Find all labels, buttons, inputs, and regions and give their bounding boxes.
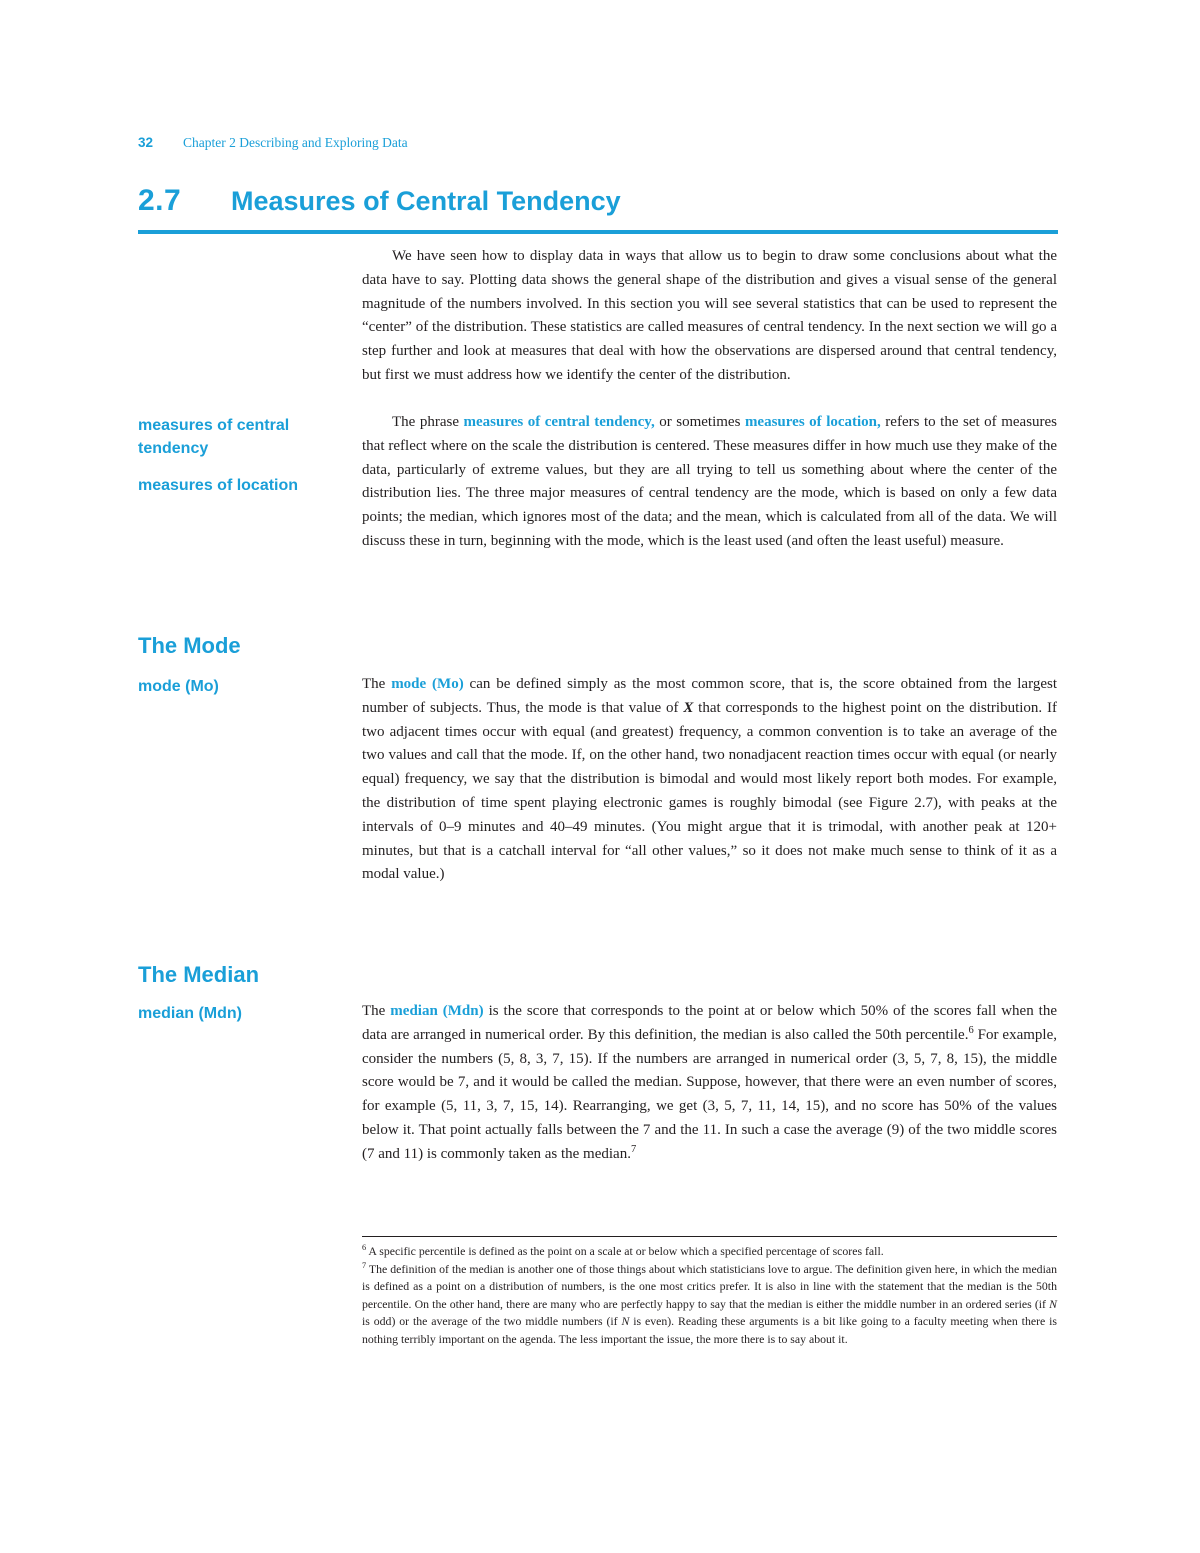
median-text: [362, 1000, 1057, 1167]
phrase-text: [362, 411, 1057, 554]
page-number: 32: [138, 135, 154, 150]
margin-term-location: measures of location: [138, 477, 299, 494]
median-lead: The: [362, 1003, 391, 1019]
heading-the-median: The Median: [138, 962, 260, 987]
median-paragraph: [362, 1000, 1057, 1167]
median-text-b: For example, consider the numbers (5, 8, 3, 7, 15). If the numbers are arranged in numerical order (3, 5, 7, 8, 15), the middle score would be 7, and it would be called the median. Suppose, however, that there were an even number of scores, for example (5, 11, 3, 7, 15, 14). Rearranging, we get (3, 5, 7, 11, 14, 15), and no score has 50% of the values below it. That point actually falls between the 7 and the 11. In such a case the average (9) of the two middle scores (7 and 11) is commonly taken as the median.: [362, 1026, 1057, 1162]
mode-paragraph: [362, 673, 1057, 887]
keyword-location: measures of location,: [744, 414, 881, 430]
mode-lead: The: [362, 676, 392, 692]
footnote-7-n2: N: [621, 1314, 630, 1328]
footnote-7-text-c: is even). Reading these arguments is a bit like going to a faculty meeting when there is nothing terribly important on the agenda. The less important the issue, the more there is to say about it.: [362, 1314, 1057, 1346]
variable-x: X: [683, 699, 694, 716]
footnote-7-n1: N: [1049, 1296, 1057, 1311]
margin-term-mode: mode (Mo): [138, 678, 219, 695]
margin-term-median: median (Mdn): [138, 1005, 242, 1022]
keyword-central-tendency: measures of central tendency,: [463, 414, 655, 430]
footnote-ref-7: 7: [630, 1143, 637, 1155]
keyword-mode: mode (Mo): [391, 676, 464, 692]
section-title: Measures of Central Tendency: [231, 186, 621, 216]
phrase-middle: or sometimes: [654, 414, 745, 430]
median-text-a: is the score that corresponds to the point at or below which 50% of the scores fall when the data are arranged in numerical order. By this definition, the median is also called the 50th percentile.: [362, 1003, 1057, 1043]
intro-text: We have seen how to display data in ways that allow us to begin to draw some conclusions about what the data have to say. Plotting data shows the general shape of the distribution and gives a visual sense of the general magnitude of the numbers involved. In this section you will see several statistics that can be used to represent the “center” of the distribution. These statistics are called measures of central tendency. In the next section we will go a step further and look at measures that deal with how the observations are dispersed around that central tendency, but first we must address how we identify the center of the distribution.: [362, 248, 1057, 383]
mode-text: [362, 673, 1057, 887]
footnote-6-text: A specific percentile is defined as the point on a scale at or below which a specified percentage of scores fall.: [366, 1244, 884, 1258]
footnote-7-marker: 7: [362, 1260, 367, 1270]
keyword-median: median (Mdn): [390, 1003, 484, 1019]
heading-the-mode: The Mode: [138, 633, 241, 658]
phrase-paragraph: [362, 411, 1057, 554]
section-number: 2.7: [138, 184, 182, 217]
chapter-title: Chapter 2 Describing and Exploring Data: [183, 135, 408, 150]
phrase-rest: refers to the set of measures that reflect where on the scale the distribution is centered. These measures differ in how much use they make of the data, particularly of extreme values, but they are all trying to tell us something about where the center of the distribution lies. The three major measures of central tendency are the mode, which is based on only a few data points; the median, which ignores most of the data; and the mean, which is calculated from all of the data. We will discuss these in turn, beginning with the mode, which is the least used (and often the least useful) measure.: [362, 414, 1058, 549]
footnotes: [362, 1243, 1057, 1348]
footnote-6-marker: 6: [362, 1243, 367, 1253]
mode-text-b: that corresponds to the highest point on the distribution. If two adjacent times occur with equal (and greatest) frequency, a common convention is to take an average of the two values and call that the mode. If, on the other hand, two nonadjacent reaction times occur with equal (or nearly equal) frequency, we say that the distribution is bimodal and would most likely report both modes. For example, the distribution of time spent playing electronic games is roughly bimodal (see Figure 2.7), with peaks at the intervals of 0–9 minutes and 40–49 minutes. (You might argue that it is trimodal, with another peak at 120+ minutes, but that is a catchall interval for “all other values,” so it does not make much sense to think of it as a modal value.): [362, 699, 1057, 883]
mode-text-a: can be defined simply as the most common score, that is, the score obtained from the largest number of subjects. Thus, the mode is that value of: [362, 676, 1057, 716]
section-heading: [138, 182, 1058, 234]
footnote-ref-6: 6: [968, 1024, 974, 1036]
running-head: [138, 135, 408, 151]
footnote-7: [362, 1261, 1057, 1349]
footnote-7-text-b: is odd) or the average of the two middle numbers (if: [362, 1314, 622, 1328]
phrase-lead: The phrase: [392, 414, 464, 430]
footnote-7-text-a: The definition of the median is another one of those things about which statisticians love to argue. The definition given here, in which the median is defined as a point on a distribution of numbers, is the one most critics prefer. It is also in line with the statement that the median is the 50th percentile. On the other hand, there are many who are perfectly happy to say that the median is either the middle number in an ordered series (if: [362, 1261, 1057, 1311]
intro-paragraph: [362, 245, 1057, 388]
margin-term-central-tendency: measures of central tendency: [138, 417, 290, 457]
footnote-rule: [362, 1236, 1057, 1237]
footnote-6: [362, 1243, 1057, 1261]
